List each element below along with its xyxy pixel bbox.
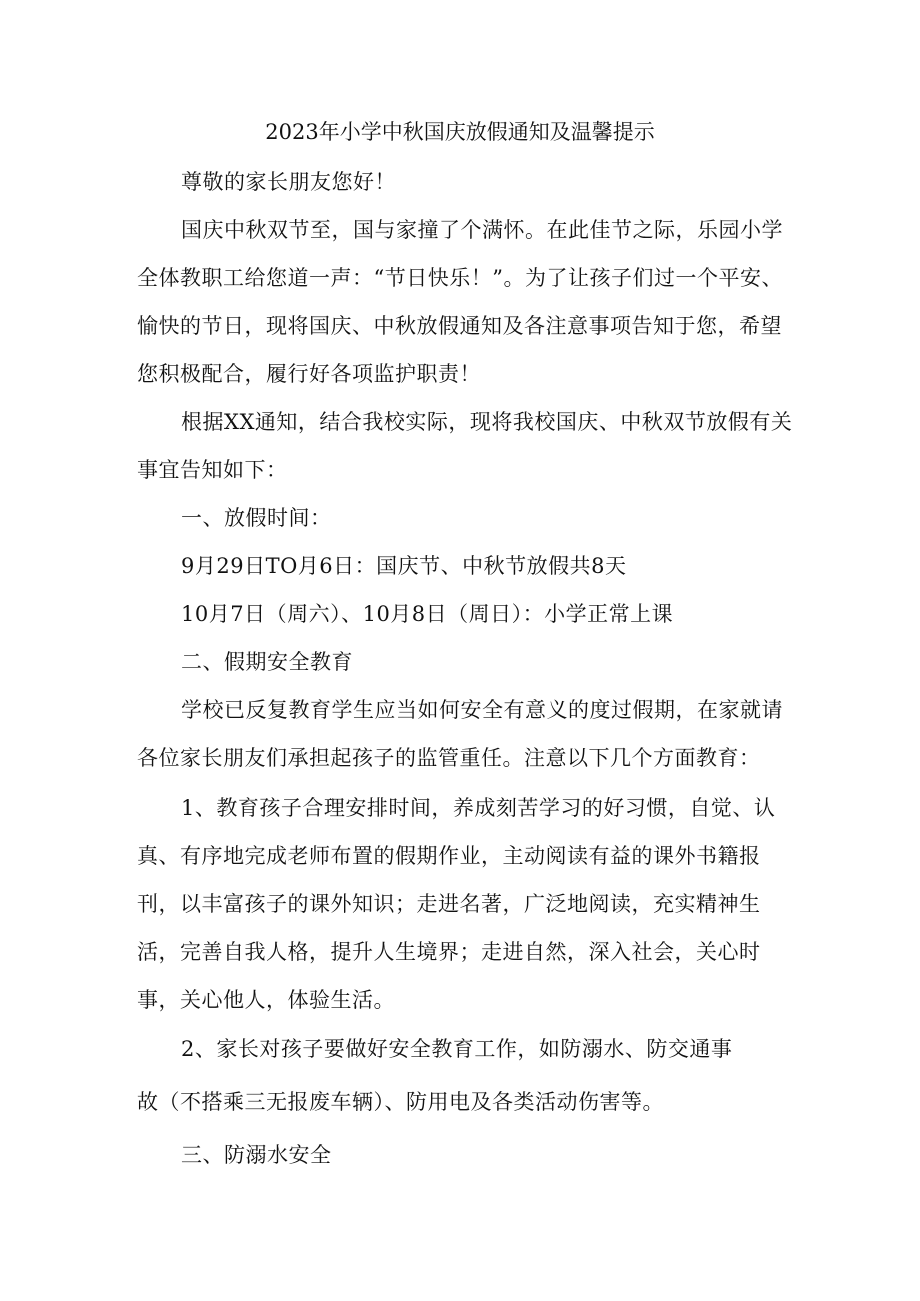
list-item-line: 故（不搭乘三无报废车辆）、防用电及各类活动伤害等。 [137, 1090, 664, 1114]
section-heading-1: 一、放假时间： [181, 506, 332, 530]
list-item-line: 刊，以丰富孩子的课外知识；走进名著，广泛地阅读，充实精神生 [137, 892, 761, 916]
paragraph-line: 愉快的节日，现将国庆、中秋放假通知及各注意事项告知于您，希望 [137, 314, 782, 338]
list-item-line: 事，关心他人，体验生活。 [137, 988, 395, 1012]
list-item-line: 真、有序地完成老师布置的假期作业，主动阅读有益的课外书籍报 [137, 844, 761, 868]
paragraph-line: 您积极配合，履行好各项监护职责！ [137, 362, 481, 386]
greeting: 尊敬的家长朋友您好！ [181, 170, 396, 194]
document-title: 2023年小学中秋国庆放假通知及温馨提示 [265, 120, 655, 144]
paragraph-line: 各位家长朋友们承担起孩子的监管重任。注意以下几个方面教育： [137, 746, 761, 770]
paragraph-line: 事宜告知如下： [137, 458, 288, 482]
list-item-line: 1、教育孩子合理安排时间，养成刻苦学习的好习惯，自觉、认 [181, 796, 776, 820]
list-item-line: 2、家长对孩子要做好安全教育工作，如防溺水、防交通事 [181, 1037, 733, 1061]
list-item-line: 活，完善自我人格，提升人生境界；走进自然，深入社会，关心时 [137, 940, 761, 964]
section-heading-3: 三、防溺水安全 [181, 1143, 332, 1167]
paragraph-line: 国庆中秋双节至，国与家撞了个满怀。在此佳节之际，乐园小学 [181, 218, 783, 242]
section-heading-2: 二、假期安全教育 [181, 650, 353, 674]
schedule-line: 10月7日（周六）、10月8日（周日）：小学正常上课 [181, 602, 674, 626]
paragraph-line: 学校已反复教育学生应当如何安全有意义的度过假期，在家就请 [181, 698, 783, 722]
schedule-line: 9月29日TO月6日：国庆节、中秋节放假共8天 [181, 554, 627, 578]
paragraph-line: 全体教职工给您道一声：“节日快乐！”。为了让孩子们过一个平安、 [137, 266, 783, 290]
paragraph-line: 根据XX通知，结合我校实际，现将我校国庆、中秋双节放假有关 [181, 410, 793, 434]
